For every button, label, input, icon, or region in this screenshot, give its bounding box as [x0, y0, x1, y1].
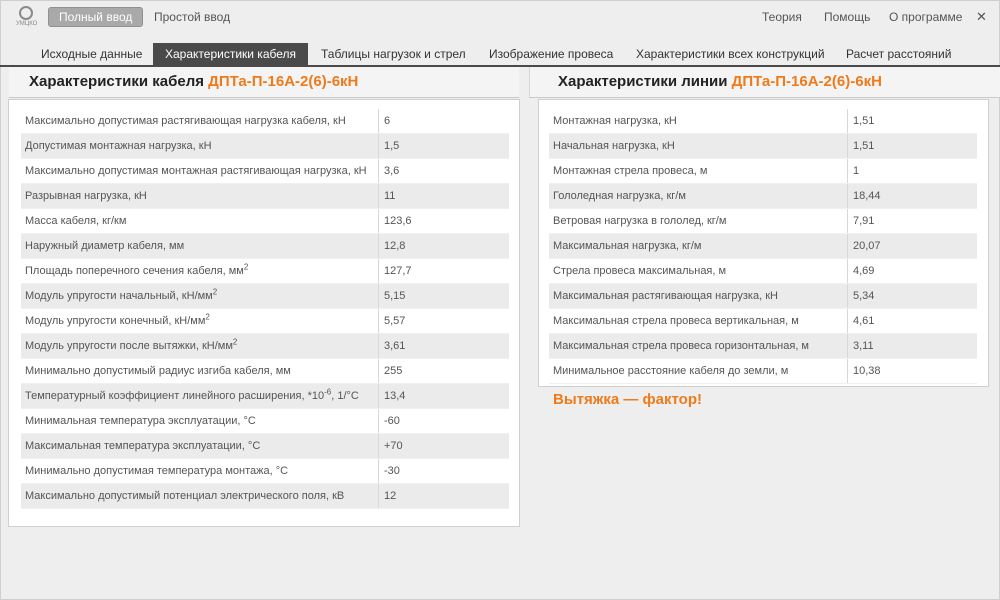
line-panel-title: [558, 73, 882, 90]
row-label-text: Максимальная растягивающая нагрузка, кН: [553, 290, 778, 302]
row-label-text: Минимально допустимый радиус изгиба кабеля, мм: [25, 365, 291, 377]
logo-ring-icon: [19, 6, 33, 20]
menu-help[interactable]: Помощь: [824, 10, 871, 24]
row-label: [21, 184, 379, 209]
row-label-text: Модуль упругости конечный, кН/мм: [25, 315, 206, 327]
tab-source-data[interactable]: Исходные данные: [41, 47, 143, 61]
menu-theory[interactable]: Теория: [762, 10, 802, 24]
table-row: [549, 109, 977, 134]
row-label-superscript: 2: [205, 312, 210, 322]
row-label: [21, 109, 379, 134]
table-row: [21, 459, 509, 484]
row-value: 5,57: [379, 309, 510, 334]
row-label: [21, 359, 379, 384]
row-label-text: Максимальная стрела провеса горизонтальная, м: [553, 340, 809, 352]
top-bar: [0, 0, 1000, 34]
row-label-text: Максимальная нагрузка, кг/м: [553, 240, 702, 252]
row-label: [21, 309, 379, 334]
row-label-text: Монтажная стрела провеса, м: [553, 165, 708, 177]
row-value: 12: [379, 484, 510, 509]
table-row: [549, 134, 977, 159]
logo-text: УМЦКО: [16, 21, 38, 27]
row-label-text: Масса кабеля, кг/км: [25, 215, 127, 227]
row-label: [549, 334, 848, 359]
row-value: 3,11: [848, 334, 978, 359]
table-row: [549, 159, 977, 184]
table-row: [21, 334, 509, 359]
row-label: [549, 134, 848, 159]
row-value: 1,51: [848, 134, 978, 159]
row-value: 3,61: [379, 334, 510, 359]
row-label: [21, 434, 379, 459]
table-row: [549, 309, 977, 334]
row-label-text: Допустимая монтажная нагрузка, кН: [25, 140, 212, 152]
row-value: 13,4: [379, 384, 510, 409]
row-label-text: Максимально допустимый потенциал электрического поля, кВ: [25, 490, 345, 502]
row-label-text: Минимальное расстояние кабеля до земли, м: [553, 365, 789, 377]
close-icon[interactable]: ✕: [976, 9, 987, 24]
row-value: 127,7: [379, 259, 510, 284]
app-logo: [16, 6, 36, 32]
row-label: [549, 284, 848, 309]
table-row: [549, 209, 977, 234]
line-cable-name: ДПТа-П-16А-2(6)-6кН: [731, 73, 882, 90]
row-label-superscript: 2: [232, 337, 238, 347]
row-label-superscript: 2: [212, 287, 218, 297]
table-row: [21, 484, 509, 509]
tab-sag-image[interactable]: Изображение провеса: [489, 47, 614, 61]
table-row: [549, 284, 977, 309]
row-label-text: Максимальная стрела провеса вертикальная, м: [553, 315, 799, 327]
row-label: [549, 159, 848, 184]
row-label-text: Температурный коэффициент линейного расширения, *10: [25, 390, 325, 402]
table-row: [21, 284, 509, 309]
tab-load-tables[interactable]: Таблицы нагрузок и стрел: [321, 47, 466, 61]
row-value: 12,8: [379, 234, 510, 259]
row-label-text: Минимальная температура эксплуатации, °C: [25, 415, 256, 427]
row-label: [21, 334, 379, 359]
table-row: [21, 409, 509, 434]
row-label-text: Разрывная нагрузка, кН: [25, 190, 147, 202]
cable-panel-header: [9, 67, 519, 98]
row-value: 5,34: [848, 284, 978, 309]
row-label: [21, 134, 379, 159]
row-label: [21, 409, 379, 434]
line-characteristics-panel: [538, 99, 989, 387]
row-value: 10,38: [848, 359, 978, 384]
table-row: [549, 184, 977, 209]
row-value: 1,5: [379, 134, 510, 159]
table-row: [21, 134, 509, 159]
row-value: -30: [379, 459, 510, 484]
cable-characteristics-panel: [8, 99, 520, 527]
row-label-text: Минимально допустимая температура монтажа, °C: [25, 465, 289, 477]
table-row: [21, 184, 509, 209]
row-label: [21, 284, 379, 309]
row-value: -60: [379, 409, 510, 434]
row-label-text: Монтажная нагрузка, кН: [553, 115, 677, 127]
simple-input-button[interactable]: Простой ввод: [154, 10, 231, 24]
row-label: [549, 234, 848, 259]
table-row: [21, 259, 509, 284]
row-value: 255: [379, 359, 510, 384]
table-row: [21, 384, 509, 409]
row-value: 11: [379, 184, 510, 209]
row-label: [21, 459, 379, 484]
row-label-text: Модуль упругости после вытяжки, кН/мм: [25, 340, 233, 352]
row-label-superscript: -6: [324, 387, 332, 397]
cable-panel-title-text: Характеристики кабеля: [29, 73, 204, 90]
slogan-text: Вытяжка — фактор!: [553, 391, 703, 408]
table-row: [21, 434, 509, 459]
row-label: [21, 234, 379, 259]
cable-characteristics-table: [21, 109, 509, 509]
row-label-superscript: 2: [243, 262, 249, 272]
row-value: 5,15: [379, 284, 510, 309]
tab-distance-calc[interactable]: Расчет расстояний: [846, 47, 952, 61]
row-label-text: Начальная нагрузка, кН: [553, 140, 675, 152]
cable-panel-title: [29, 73, 358, 90]
table-row: [21, 109, 509, 134]
row-label: [21, 259, 379, 284]
row-label: [549, 259, 848, 284]
table-row: [21, 159, 509, 184]
row-value: 1: [848, 159, 978, 184]
table-row: [21, 234, 509, 259]
row-value: 18,44: [848, 184, 978, 209]
row-value: 20,07: [848, 234, 978, 259]
row-label: [21, 384, 379, 409]
row-label-text: Ветровая нагрузка в гололед, кг/м: [553, 215, 727, 227]
menu-about[interactable]: О программе: [889, 10, 963, 24]
row-value: 123,6: [379, 209, 510, 234]
row-label-text: Стрела провеса максимальная, м: [553, 265, 727, 277]
line-panel-title-text: Характеристики линии: [558, 73, 728, 90]
table-row: [549, 259, 977, 284]
row-value: 4,61: [848, 309, 978, 334]
row-value: 6: [379, 109, 510, 134]
table-row: [21, 309, 509, 334]
cable-name: ДПТа-П-16А-2(6)-6кН: [208, 73, 359, 90]
line-characteristics-table: [549, 109, 977, 384]
tab-bar: [0, 42, 1000, 66]
row-label-text: Наружный диаметр кабеля, мм: [25, 240, 185, 252]
table-row: [549, 334, 977, 359]
line-panel-header: [529, 67, 1000, 98]
row-label: [549, 309, 848, 334]
table-row: [21, 359, 509, 384]
table-row: [549, 234, 977, 259]
row-value: 4,69: [848, 259, 978, 284]
row-label: [21, 484, 379, 509]
row-label: [21, 159, 379, 184]
row-label: [549, 359, 848, 384]
row-value: 1,51: [848, 109, 978, 134]
row-label-suffix: , 1/°C: [331, 390, 359, 402]
row-label: [549, 184, 848, 209]
full-input-button[interactable]: Полный ввод: [48, 7, 143, 27]
row-label-text: Максимально допустимая растягивающая нагрузка кабеля, кН: [25, 115, 346, 127]
tab-all-constructions[interactable]: Характеристики всех конструкций: [636, 47, 825, 61]
row-label-text: Площадь поперечного сечения кабеля, мм: [25, 265, 244, 277]
row-label-text: Гололедная нагрузка, кг/м: [553, 190, 686, 202]
row-label: [549, 209, 848, 234]
tab-cable-characteristics[interactable]: Характеристики кабеля: [153, 43, 308, 65]
row-value: +70: [379, 434, 510, 459]
row-label-text: Модуль упругости начальный, кН/мм: [25, 290, 213, 302]
row-value: 7,91: [848, 209, 978, 234]
row-label: [549, 109, 848, 134]
row-label-text: Максимально допустимая монтажная растягивающая нагрузка, кН: [25, 165, 367, 177]
table-row: [21, 209, 509, 234]
row-value: 3,6: [379, 159, 510, 184]
table-row: [549, 359, 977, 384]
row-label: [21, 209, 379, 234]
row-label-text: Максимальная температура эксплуатации, °C: [25, 440, 261, 452]
